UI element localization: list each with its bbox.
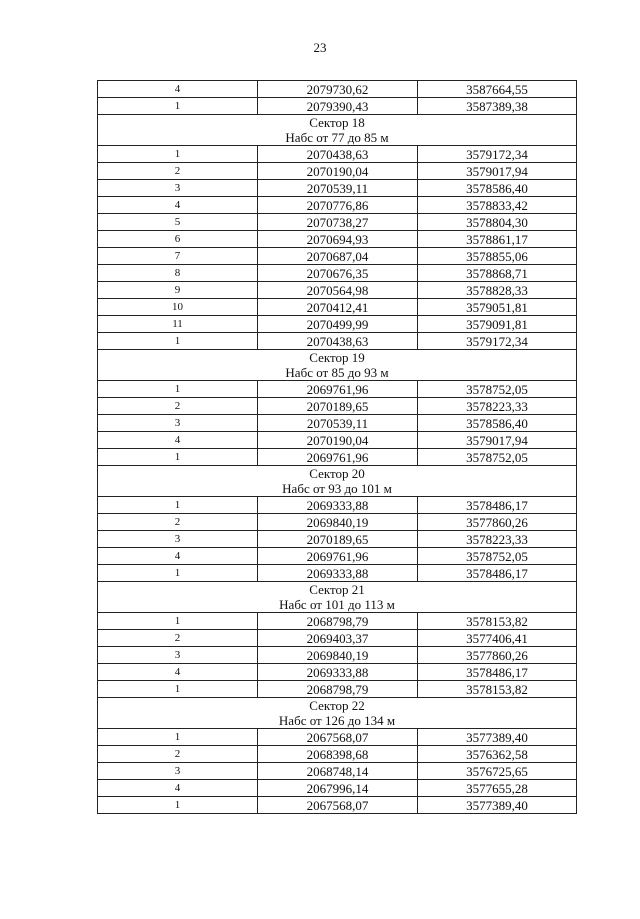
y-coordinate: 3576362,58 <box>418 746 577 763</box>
point-number: 2 <box>98 514 258 531</box>
y-coordinate: 3578833,42 <box>418 197 577 214</box>
sector-header <box>98 582 577 613</box>
point-number: 3 <box>98 647 258 664</box>
table-row <box>98 497 577 514</box>
point-number: 3 <box>98 415 258 432</box>
y-coordinate: 3579172,34 <box>418 146 577 163</box>
point-number: 1 <box>98 333 258 350</box>
y-coordinate: 3577389,40 <box>418 797 577 814</box>
x-coordinate: 2069333,88 <box>258 664 418 681</box>
table-row <box>98 381 577 398</box>
table-row <box>98 548 577 565</box>
y-coordinate: 3578486,17 <box>418 565 577 582</box>
table-row <box>98 299 577 316</box>
table-row <box>98 163 577 180</box>
table-row <box>98 514 577 531</box>
point-number: 6 <box>98 231 258 248</box>
x-coordinate: 2068398,68 <box>258 746 418 763</box>
table-row <box>98 780 577 797</box>
y-coordinate: 3579017,94 <box>418 432 577 449</box>
x-coordinate: 2067996,14 <box>258 780 418 797</box>
table-row <box>98 98 577 115</box>
table-row <box>98 613 577 630</box>
sector-height-range: Набс от 85 до 93 м <box>285 365 389 380</box>
y-coordinate: 3578804,30 <box>418 214 577 231</box>
x-coordinate: 2079390,43 <box>258 98 418 115</box>
sector-title: Сектор 22 <box>309 698 365 713</box>
point-number: 4 <box>98 548 258 565</box>
point-number: 1 <box>98 681 258 698</box>
table-row <box>98 197 577 214</box>
table-row <box>98 729 577 746</box>
sector-height-range: Набс от 126 до 134 м <box>278 713 396 728</box>
sector-height-range: Набс от 93 до 101 м <box>282 481 392 496</box>
sector-title: Сектор 19 <box>309 350 365 365</box>
y-coordinate: 3578752,05 <box>418 381 577 398</box>
table-row <box>98 565 577 582</box>
sector-height-range: Набс от 101 до 113 м <box>279 597 395 612</box>
y-coordinate: 3579172,34 <box>418 333 577 350</box>
table-row <box>98 316 577 333</box>
y-coordinate: 3578861,17 <box>418 231 577 248</box>
x-coordinate: 2069840,19 <box>258 514 418 531</box>
point-number: 4 <box>98 197 258 214</box>
table-row <box>98 797 577 814</box>
point-number: 11 <box>98 316 258 333</box>
point-number: 1 <box>98 565 258 582</box>
point-number: 1 <box>98 146 258 163</box>
x-coordinate: 2067568,07 <box>258 729 418 746</box>
table-row <box>98 146 577 163</box>
coordinates-table <box>97 80 577 814</box>
table-row <box>98 647 577 664</box>
y-coordinate: 3578223,33 <box>418 531 577 548</box>
sector-title: Сектор 20 <box>309 466 365 481</box>
table-row <box>98 333 577 350</box>
y-coordinate: 3578752,05 <box>418 548 577 565</box>
x-coordinate: 2070738,27 <box>258 214 418 231</box>
sector-header <box>98 466 577 497</box>
table-row <box>98 214 577 231</box>
sector-header <box>98 698 577 729</box>
point-number: 4 <box>98 664 258 681</box>
table-row <box>98 449 577 466</box>
point-number: 5 <box>98 214 258 231</box>
point-number: 3 <box>98 531 258 548</box>
y-coordinate: 3579091,81 <box>418 316 577 333</box>
x-coordinate: 2070412,41 <box>258 299 418 316</box>
sector-header-row <box>98 698 577 729</box>
point-number: 1 <box>98 613 258 630</box>
x-coordinate: 2069403,37 <box>258 630 418 647</box>
x-coordinate: 2070676,35 <box>258 265 418 282</box>
x-coordinate: 2069333,88 <box>258 497 418 514</box>
point-number: 1 <box>98 729 258 746</box>
x-coordinate: 2069840,19 <box>258 647 418 664</box>
y-coordinate: 3578153,82 <box>418 681 577 698</box>
sector-title: Сектор 21 <box>309 582 365 597</box>
point-number: 2 <box>98 163 258 180</box>
y-coordinate: 3577406,41 <box>418 630 577 647</box>
y-coordinate: 3578586,40 <box>418 415 577 432</box>
point-number: 1 <box>98 381 258 398</box>
table-row <box>98 763 577 780</box>
x-coordinate: 2070687,04 <box>258 248 418 265</box>
table-row <box>98 681 577 698</box>
y-coordinate: 3578486,17 <box>418 664 577 681</box>
y-coordinate: 3577860,26 <box>418 514 577 531</box>
point-number: 4 <box>98 780 258 797</box>
x-coordinate: 2070190,04 <box>258 163 418 180</box>
point-number: 1 <box>98 497 258 514</box>
y-coordinate: 3578868,71 <box>418 265 577 282</box>
x-coordinate: 2070190,04 <box>258 432 418 449</box>
y-coordinate: 3578223,33 <box>418 398 577 415</box>
y-coordinate: 3578486,17 <box>418 497 577 514</box>
x-coordinate: 2070776,86 <box>258 197 418 214</box>
sector-header-row <box>98 350 577 381</box>
point-number: 4 <box>98 432 258 449</box>
table-row <box>98 415 577 432</box>
point-number: 2 <box>98 630 258 647</box>
point-number: 2 <box>98 398 258 415</box>
sector-header-row <box>98 582 577 613</box>
table-row <box>98 248 577 265</box>
sector-header-row <box>98 466 577 497</box>
x-coordinate: 2069761,96 <box>258 449 418 466</box>
table-row <box>98 282 577 299</box>
y-coordinate: 3579051,81 <box>418 299 577 316</box>
table-row <box>98 664 577 681</box>
y-coordinate: 3577389,40 <box>418 729 577 746</box>
point-number: 3 <box>98 763 258 780</box>
table-row <box>98 746 577 763</box>
table-row <box>98 630 577 647</box>
point-number: 10 <box>98 299 258 316</box>
point-number: 1 <box>98 98 258 115</box>
x-coordinate: 2070564,98 <box>258 282 418 299</box>
y-coordinate: 3577860,26 <box>418 647 577 664</box>
sector-header-row <box>98 115 577 146</box>
table-row <box>98 432 577 449</box>
y-coordinate: 3577655,28 <box>418 780 577 797</box>
point-number: 8 <box>98 265 258 282</box>
x-coordinate: 2068798,79 <box>258 613 418 630</box>
y-coordinate: 3578855,06 <box>418 248 577 265</box>
x-coordinate: 2070539,11 <box>258 180 418 197</box>
x-coordinate: 2070189,65 <box>258 398 418 415</box>
sector-header <box>98 115 577 146</box>
x-coordinate: 2070438,63 <box>258 333 418 350</box>
y-coordinate: 3578586,40 <box>418 180 577 197</box>
table-row <box>98 81 577 98</box>
y-coordinate: 3587389,38 <box>418 98 577 115</box>
table-row <box>98 265 577 282</box>
point-number: 1 <box>98 797 258 814</box>
y-coordinate: 3578153,82 <box>418 613 577 630</box>
table-row <box>98 231 577 248</box>
x-coordinate: 2070539,11 <box>258 415 418 432</box>
x-coordinate: 2067568,07 <box>258 797 418 814</box>
x-coordinate: 2068798,79 <box>258 681 418 698</box>
y-coordinate: 3578752,05 <box>418 449 577 466</box>
table-row <box>98 180 577 197</box>
x-coordinate: 2069761,96 <box>258 548 418 565</box>
x-coordinate: 2069761,96 <box>258 381 418 398</box>
x-coordinate: 2070694,93 <box>258 231 418 248</box>
point-number: 1 <box>98 449 258 466</box>
point-number: 3 <box>98 180 258 197</box>
point-number: 7 <box>98 248 258 265</box>
x-coordinate: 2079730,62 <box>258 81 418 98</box>
y-coordinate: 3578828,33 <box>418 282 577 299</box>
y-coordinate: 3576725,65 <box>418 763 577 780</box>
point-number: 4 <box>98 81 258 98</box>
x-coordinate: 2070499,99 <box>258 316 418 333</box>
table-row <box>98 531 577 548</box>
y-coordinate: 3587664,55 <box>418 81 577 98</box>
x-coordinate: 2070438,63 <box>258 146 418 163</box>
sector-title: Сектор 18 <box>309 115 365 130</box>
sector-height-range: Набс от 77 до 85 м <box>285 130 389 145</box>
x-coordinate: 2070189,65 <box>258 531 418 548</box>
sector-header <box>98 350 577 381</box>
point-number: 9 <box>98 282 258 299</box>
page-number: 23 <box>313 40 327 55</box>
point-number: 2 <box>98 746 258 763</box>
y-coordinate: 3579017,94 <box>418 163 577 180</box>
table-row <box>98 398 577 415</box>
x-coordinate: 2069333,88 <box>258 565 418 582</box>
x-coordinate: 2068748,14 <box>258 763 418 780</box>
